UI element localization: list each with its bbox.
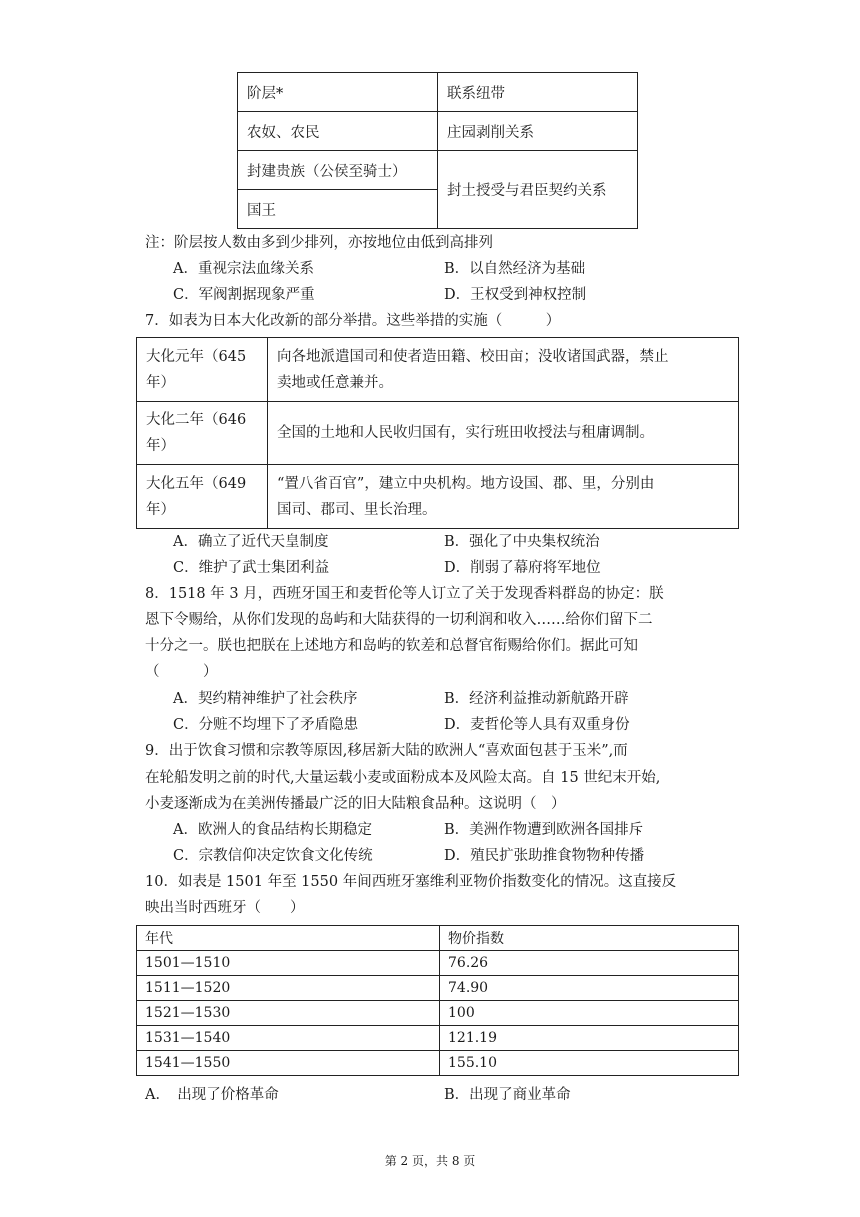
question-stem: 7．如表为日本大化改新的部分举措。这些举措的实施（ ）: [145, 313, 561, 329]
option-d: D．麦哲伦等人具有双重身份: [444, 717, 630, 733]
option-b: B．以自然经济为基础: [444, 261, 586, 277]
answer-blank: （ ）: [145, 664, 218, 680]
table-header-cell: 联系纽带: [438, 73, 638, 112]
cell-line: 大化五年（649: [146, 475, 247, 492]
table-cell: [268, 402, 739, 465]
table-cell: [137, 402, 268, 465]
option-b: B．出现了商业革命: [444, 1087, 571, 1103]
option-d: D．殖民扩张助推食物物种传播: [444, 848, 645, 864]
taika-reform-table: [136, 337, 739, 529]
table-cell: [137, 338, 268, 402]
cell-line: 国司、郡司、里长治理。: [277, 501, 437, 518]
table-cell: 155.10: [440, 1051, 739, 1076]
option-a: A．欧洲人的食品结构长期稳定: [173, 822, 372, 838]
table-cell: [137, 465, 268, 529]
table-cell: [268, 338, 739, 402]
table-cell: 国王: [238, 190, 438, 229]
option-c: C．分赃不均埋下了矛盾隐患: [173, 717, 359, 733]
table-cell: 1541—1550: [137, 1051, 440, 1076]
table-cell: 庄园剥削关系: [438, 112, 638, 151]
cell-line: 大化二年（646: [146, 412, 247, 428]
question-stem: 十分之一。朕也把朕在上述地方和岛屿的钦差和总督官衔赐给你们。据此可知: [145, 638, 638, 654]
table-cell: 1511—1520: [137, 976, 440, 1001]
hierarchy-table: [237, 72, 638, 229]
table-row: [137, 1026, 739, 1051]
table-row: [238, 151, 638, 190]
table-row: [238, 112, 638, 151]
cell-line: 年）: [146, 438, 175, 454]
question-stem: 10．如表是 1501 年至 1550 年间西班牙塞维利亚物价指数变化的情况。这直接反: [145, 874, 677, 890]
option-b: B．经济利益推动新航路开辟: [444, 691, 629, 707]
table-cell: 封建贵族（公侯至骑士）: [238, 151, 438, 190]
option-b: B．美洲作物遭到欧洲各国排斥: [444, 822, 644, 838]
table-cell: 100: [440, 1001, 739, 1026]
question-stem: 映出当时西班牙（ ）: [145, 900, 305, 916]
table-note: 注：阶层按人数由多到少排列，亦按地位由低到高排列: [145, 235, 493, 251]
question-stem: 恩下令赐给，从你们发现的岛屿和大陆获得的一切利润和收入……给你们留下二: [145, 612, 653, 628]
table-row: [137, 951, 739, 976]
option-d: D．王权受到神权控制: [444, 287, 587, 303]
table-cell: [268, 465, 739, 529]
option-c: C．军阀割据现象严重: [173, 287, 315, 303]
table-row: [137, 338, 739, 402]
option-c: C．维护了武士集团利益: [173, 560, 330, 576]
table-row: [137, 1051, 739, 1076]
table-row: [137, 976, 739, 1001]
table-row: [137, 926, 739, 951]
cell-line: 年）: [146, 374, 175, 391]
cell-line: 卖地或任意兼并。: [277, 374, 393, 391]
table-row: [137, 465, 739, 529]
table-header-cell: 物价指数: [440, 926, 739, 951]
option-c: C．宗教信仰决定饮食文化传统: [173, 848, 373, 864]
table-cell: 封土授受与君臣契约关系: [438, 151, 638, 229]
option-a: A．重视宗法血缘关系: [173, 261, 314, 277]
page-number: 第 2 页，共 8 页: [384, 1154, 476, 1168]
option-d: D．削弱了幕府将军地位: [444, 560, 601, 576]
question-stem: 8．1518 年 3 月，西班牙国王和麦哲伦等人订立了关于发现香料群岛的协定：朕: [145, 586, 664, 602]
cell-line: 全国的土地和人民收归国有，实行班田收授法与租庸调制。: [277, 425, 654, 441]
table-cell: 1501—1510: [137, 951, 440, 976]
option-a: A． 出现了价格革命: [145, 1087, 279, 1103]
table-cell: 1531—1540: [137, 1026, 440, 1051]
option-a: A．契约精神维护了社会秩序: [173, 691, 358, 707]
option-a: A．确立了近代天皇制度: [173, 534, 329, 550]
question-stem: 在轮船发明之前的时代,大量运载小麦或面粉成本及风险太高。自 15 世纪末开始,: [145, 770, 661, 786]
cell-line: 向各地派遣国司和使者造田籍、校田亩；没收诸国武器，禁止: [277, 348, 669, 365]
cell-line: 年）: [146, 501, 175, 518]
cell-line: “置八省百官”，建立中央机构。地方设国、郡、里，分别由: [277, 475, 655, 492]
table-header-cell: 阶层*: [238, 73, 438, 112]
table-cell: 121.19: [440, 1026, 739, 1051]
table-cell: 农奴、农民: [238, 112, 438, 151]
option-b: B．强化了中央集权统治: [444, 534, 600, 550]
table-cell: 1521—1530: [137, 1001, 440, 1026]
table-header-cell: 年代: [137, 926, 440, 951]
question-stem: 小麦逐渐成为在美洲传播最广泛的旧大陆粮食品种。这说明（ ）: [145, 796, 566, 812]
table-cell: 74.90: [440, 976, 739, 1001]
price-index-table: [136, 925, 739, 1076]
table-cell: 76.26: [440, 951, 739, 976]
question-stem: 9．出于饮食习惯和宗教等原因,移居新大陆的欧洲人“喜欢面包甚于玉米”,而: [145, 743, 628, 759]
cell-line: 大化元年（645: [146, 348, 247, 365]
table-row: [137, 1001, 739, 1026]
table-row: [238, 73, 638, 112]
table-row: [137, 402, 739, 465]
